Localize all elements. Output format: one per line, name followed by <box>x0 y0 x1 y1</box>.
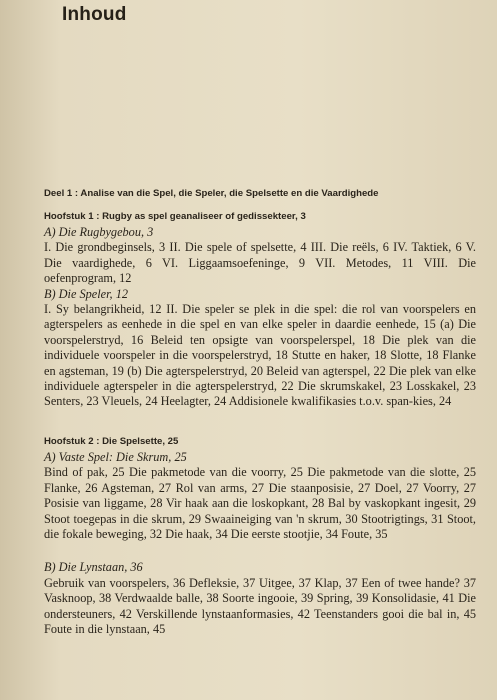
chapter-1-heading: Hoofstuk 1 : Rugby as spel geanaliseer of gedissekteer, 3 <box>44 211 306 222</box>
chapter-1-section-a-entries: I. Die grondbeginsels, 3 II. Die spele of spelsette, 4 III. Die reëls, 6 IV. Taktiek, 6 V. Die vaardighede, 6 VI. Liggaamsoefeninge, 9 VII. Metodes, 11 VIII. Die oefenprogram, 12 <box>44 240 476 286</box>
chapter-1-section-b-entries: I. Sy belangrikheid, 12 II. Die speler se plek in die spel: die rol van voorspelers en agterspelers as eenhede in die spel en van elke speler in daardie eenhede, 15 (a) Die voorspelerstryd, 16 Beleid ten opsigte van voorspelerspel, 18 Die plek van die individuele voorspeler in die voorspelerstryd, 18 Stutte en haker, 18 Slotte, 18 Flanke en agsteman, 19 (b) Die agterspelerstryd, 20 Beleid van agterspel, 22 Die plek van elke individuele agterspeler in die agterspelerstryd, 22 Die skrumskakel, 23 Losskakel, 23 Senters, 23 Vleuels, 24 Heelagter, 24 Addisionele kwalifikasies t.o.v. span-kies, 24 <box>44 302 476 409</box>
part-heading: Deel 1 : Analise van die Spel, die Speler, die Spelsette en die Vaardighede <box>44 188 379 199</box>
chapter-2-section-a-entries: Bind of pak, 25 Die pakmetode van die voorry, 25 Die pakmetode van die slotte, 25 Flanke, 26 Agsteman, 27 Rol van arms, 27 Die staanposisie, 27 Doel, 27 Voorry, 27 Posisie van liggame, 28 Vir haak aan die loskopkant, 28 Bal by vaskopkant ingesit, 29 Stoot toegepas in die skrum, 29 Swaaineiging van 'n skrum, 30 Stootrigtings, 31 Stoot, die fokale beweging, 32 Die haak, 34 Die eerste stootjie, 34 Foute, 35 <box>44 465 476 541</box>
chapter-1-section-a-heading: A) Die Rugbygebou, 3 <box>44 225 154 239</box>
chapter-2-heading: Hoofstuk 2 : Die Spelsette, 25 <box>44 435 179 447</box>
chapter-1-section-b-heading: B) Die Speler, 12 <box>44 286 129 301</box>
chapter-2-section-b-heading: B) Die Lynstaan, 36 <box>44 560 143 575</box>
chapter-2-section-b-entries: Gebruik van voorspelers, 36 Defleksie, 37 Uitgee, 37 Klap, 37 Een of twee hande? 37 Vasknoop, 38 Verdwaalde balle, 38 Soorte ingooie, 39 Spring, 39 Konsolidasie, 41 Die ondersteuners, 42 Verskillende lynstaanformasies, 42 Teenstanders gooi die bal in, 45 Foute in die lynstaan, 45 <box>44 575 476 636</box>
chapter-2 <box>44 436 476 637</box>
table-of-contents <box>44 188 476 637</box>
chapter-1 <box>44 211 476 410</box>
page-title: Inhoud <box>62 4 127 25</box>
spacer <box>44 542 476 560</box>
spacer <box>44 410 476 428</box>
chapter-2-section-a-heading: A) Vaste Spel: Die Skrum, 25 <box>44 449 187 464</box>
